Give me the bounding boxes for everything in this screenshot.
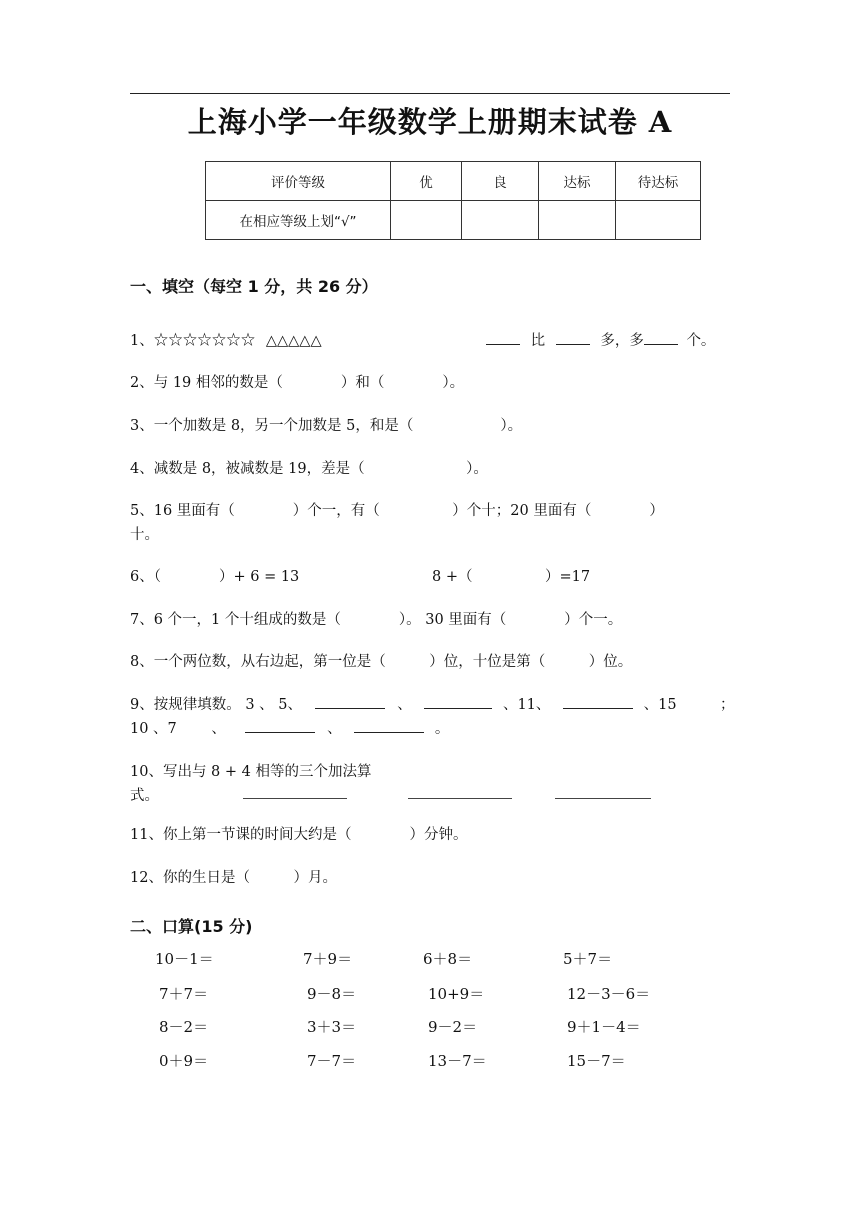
grade-check-cell[interactable]	[391, 201, 462, 240]
calc-item: 7＋7＝	[159, 985, 209, 1003]
grade-header-pass: 达标	[539, 162, 616, 201]
calc-item: 13－7＝	[428, 1052, 487, 1070]
question-9	[130, 693, 677, 714]
calc-item: 5＋7＝	[563, 950, 613, 968]
question-3: 3、一个加数是 8，另一个加数是 5，和是（ ）。	[130, 418, 523, 434]
calc-item: 12－3－6＝	[567, 985, 651, 1003]
calc-item: 3＋3＝	[307, 1018, 357, 1036]
calc-item: 7－7＝	[307, 1052, 357, 1070]
q9-fifteen: 、15	[643, 697, 677, 713]
grade-check-cell[interactable]	[616, 201, 701, 240]
q9-semicolon: ；	[720, 697, 735, 713]
q9-blank[interactable]	[245, 718, 315, 733]
question-11: 11、你上第一节课的时间大约是（ ）分钟。	[130, 827, 468, 843]
question-6-part-b: 8 +（ ）=17	[432, 569, 591, 585]
q9-sep: 、	[397, 697, 412, 713]
q1-triangles: △△△△△	[265, 333, 322, 349]
top-rule	[130, 93, 730, 94]
q1-blank[interactable]	[486, 330, 520, 345]
grade-check-cell[interactable]	[462, 201, 539, 240]
q9-sep: 、	[327, 721, 342, 737]
q1-text-ge: 个。	[686, 333, 716, 349]
grade-table-header-row	[206, 162, 701, 201]
question-8: 8、一个两位数，从右边起，第一位是（ ）位，十位是第（ ）位。	[130, 654, 633, 670]
calc-item: 8－2＝	[159, 1018, 209, 1036]
q9-blank[interactable]	[563, 694, 633, 709]
calc-item: 6＋8＝	[423, 950, 473, 968]
calc-item: 9－2＝	[428, 1018, 478, 1036]
q9-prefix: 9、按规律填数。 3 、 5、	[130, 697, 303, 713]
q9-end: 。	[434, 721, 450, 737]
question-1	[130, 329, 322, 350]
q10-answer-blank[interactable]	[408, 784, 512, 799]
question-5: 5、16 里面有（ ）个一，有（ ）个十；20 里面有（ ）	[130, 503, 664, 519]
question-1-answer	[486, 329, 715, 350]
q9-second-prefix: 10 、7	[130, 721, 177, 737]
q1-blank[interactable]	[644, 330, 678, 345]
calc-item: 0＋9＝	[159, 1052, 209, 1070]
question-9-cont	[130, 717, 449, 738]
q1-text-duo: 多，多	[600, 333, 644, 349]
question-2: 2、与 19 相邻的数是（ ）和（ ）。	[130, 375, 465, 391]
calc-item: 15－7＝	[567, 1052, 626, 1070]
question-7: 7、6 个一，1 个十组成的数是（ ）。 30 里面有（ ）个一。	[130, 612, 623, 628]
section2-heading: 二、口算(15 分)	[130, 917, 253, 936]
question-12: 12、你的生日是（ ）月。	[130, 870, 337, 886]
q10-answer-blank[interactable]	[243, 784, 347, 799]
q9-blank[interactable]	[315, 694, 385, 709]
calc-item: 9＋1－4＝	[567, 1018, 641, 1036]
calc-item: 10+9＝	[428, 985, 485, 1003]
calc-item: 7＋9＝	[303, 950, 353, 968]
grade-table	[205, 161, 701, 240]
q1-number: 1、	[130, 333, 154, 349]
grade-header-excellent: 优	[391, 162, 462, 201]
grade-table-check-row	[206, 201, 701, 240]
question-5-cont: 十。	[130, 527, 159, 543]
q9-eleven: 、11、	[502, 697, 551, 713]
question-10-cont: 式。	[130, 788, 159, 804]
grade-header-good: 良	[462, 162, 539, 201]
question-6-part-a: 6、（ ）+ 6 = 13	[130, 569, 300, 585]
grade-check-label: 在相应等级上划“√”	[206, 201, 391, 240]
section1-heading: 一、填空（每空 1 分，共 26 分）	[130, 277, 378, 296]
calc-item: 10－1＝	[155, 950, 214, 968]
q1-text-bi: 比	[530, 333, 546, 349]
q1-stars: ☆☆☆☆☆☆☆	[153, 333, 256, 349]
grade-check-cell[interactable]	[539, 201, 616, 240]
page-title: 上海小学一年级数学上册期末试卷 A	[187, 105, 673, 139]
grade-header-label: 评价等级	[206, 162, 391, 201]
q9-blank[interactable]	[424, 694, 492, 709]
question-10: 10、写出与 8 + 4 相等的三个加法算	[130, 764, 372, 780]
q9-sep: 、	[211, 721, 226, 737]
q9-blank[interactable]	[354, 718, 424, 733]
q10-answer-blank[interactable]	[555, 784, 651, 799]
calc-item: 9－8＝	[307, 985, 357, 1003]
question-4: 4、减数是 8，被减数是 19，差是（ ）。	[130, 461, 488, 477]
q1-blank[interactable]	[556, 330, 590, 345]
grade-header-needs-work: 待达标	[616, 162, 701, 201]
